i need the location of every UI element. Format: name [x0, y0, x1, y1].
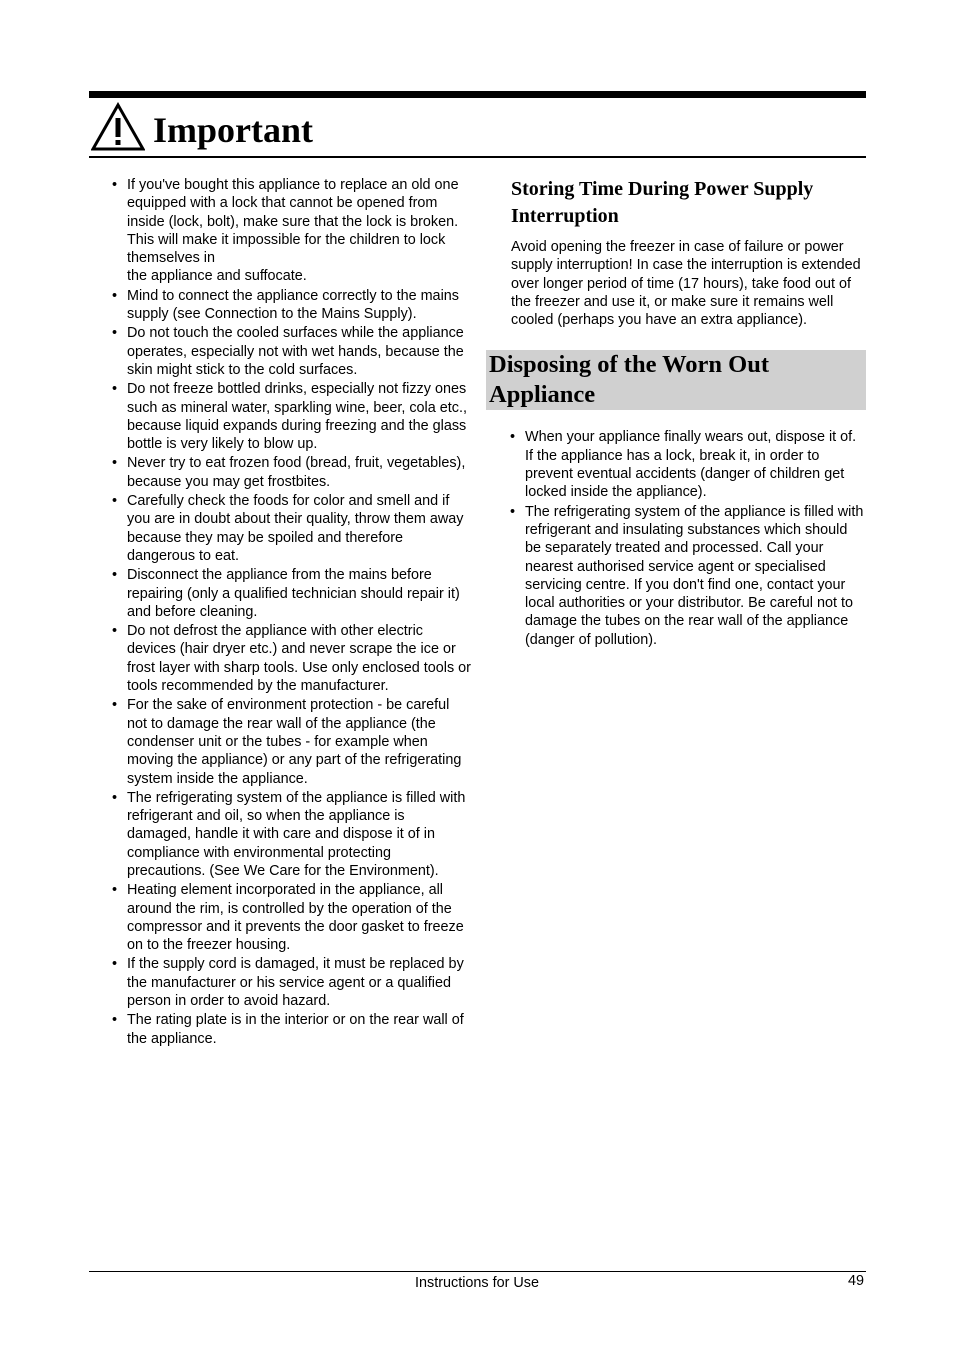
- list-item-text: When your appliance finally wears out, dispose it of. If the appliance has a lock, break it, in order to prevent eventual accidents (danger of children get locked inside the appliance).: [525, 429, 857, 501]
- list-item-text: For the sake of environment protection - be careful not to damage the rear wall of the appliance (the condenser unit or the tubes - for example when moving the appliance) or any part of the refrigerating system inside the appliance.: [127, 697, 462, 787]
- list-item-text: The refrigerating system of the appliance is filled with refrigerant and insulating substances which should be separately treated and processed. Call your nearest authorised service agent or specialised servicing centre. If you don't find one, contact your local authorities or your distributor. Be careful not to damage the tubes on the rear wall of the appliance (danger of pollution).: [525, 503, 864, 648]
- list-item: [112, 1011, 472, 1048]
- list-item: [510, 503, 866, 649]
- left-column: [112, 176, 472, 1049]
- bullet-icon: •: [112, 567, 118, 584]
- list-item-text: Do not freeze bottled drinks, especially not fizzy ones such as mineral water, sparkling wine, beer, cola etc., because liquid expands during freezing and the glass bottle is very likely to blow up.: [127, 381, 467, 453]
- footer-label: Instructions for Use: [415, 1275, 539, 1291]
- list-item-text: If the supply cord is damaged, it must be replaced by the manufacturer or his service agent or a qualified person in order to avoid hazard.: [127, 956, 464, 1010]
- list-item-text: Carefully check the foods for color and smell and if you are in doubt about their quality, throw them away because they may be spoiled and therefore dangerous to eat.: [127, 493, 464, 564]
- bullet-icon: •: [112, 623, 118, 640]
- list-item: [112, 955, 472, 1010]
- storing-heading: Storing Time During Power Supply Interruption: [511, 178, 814, 227]
- bullet-icon: •: [112, 455, 118, 472]
- bullet-icon: •: [112, 697, 118, 714]
- right-column: [486, 176, 866, 650]
- list-item-text: Mind to connect the appliance correctly to the mains supply (see Connection to the Mains Supply).: [127, 287, 459, 323]
- list-item: [112, 176, 472, 286]
- list-item: [112, 622, 472, 695]
- list-item-text: The rating plate is in the interior or on the rear wall of the appliance.: [127, 1012, 464, 1047]
- list-item: [112, 696, 472, 787]
- page-title: Important: [153, 110, 313, 150]
- bullet-icon: •: [112, 287, 118, 304]
- warning-triangle-icon: [91, 102, 145, 152]
- page-number: 49: [847, 1273, 864, 1289]
- top-rule: [89, 91, 866, 98]
- list-item: [112, 789, 472, 880]
- list-item: [112, 881, 472, 954]
- list-item-text: the appliance and suffocate.: [127, 268, 307, 285]
- list-item-text: The refrigerating system of the appliance is filled with refrigerant and oil, so when the appliance is damaged, handle it with care and dispose it of in compliance with environmental protecting precautions. (See We Care for the Environment).: [127, 789, 466, 879]
- list-item-text: Do not defrost the appliance with other electric devices (hair dryer etc.) and never scrape the ice or frost layer with sharp tools. Use only enclosed tools or tools recommended by the manufacturer.: [127, 623, 471, 695]
- page-heading: [89, 98, 866, 158]
- list-item: [112, 287, 472, 324]
- bullet-icon: •: [112, 381, 118, 398]
- list-item: [112, 492, 472, 565]
- bullet-icon: •: [112, 882, 118, 899]
- bullet-icon: •: [112, 1012, 118, 1029]
- list-item-text: Do not touch the cooled surfaces while the appliance operates, especially not with wet hands, because the skin might stick to the cold surfaces.: [127, 325, 464, 378]
- list-item: [510, 428, 866, 501]
- disposing-list: [510, 428, 866, 649]
- list-item: [112, 566, 472, 621]
- bullet-icon: •: [112, 493, 118, 510]
- safety-list: [112, 176, 472, 1048]
- list-item-text: Disconnect the appliance from the mains before repairing (only a qualified technician should repair it) and before cleaning.: [127, 567, 460, 620]
- list-item-text: Heating element incorporated in the appliance, all around the rim, is controlled by the operation of the compressor and it prevents the door gasket to freeze on to the freezer housing.: [127, 882, 464, 954]
- list-item-text: Never try to eat frozen food (bread, fruit, vegetables), because you may get frostbites.: [127, 455, 466, 490]
- list-item-text: If you've bought this appliance to replace an old one equipped with a lock that cannot be opened from inside (lock, bolt), make sure that the lock is broken. This will make it impossible for the children to lock themselves in: [127, 177, 459, 267]
- storing-paragraph: Avoid opening the freezer in case of failure or power supply interruption! In case the interruption is extended over longer period of time (17 hours), take food out of the freezer and use it, or make sure it remains well cooled (perhaps you have an extra appliance).: [511, 239, 861, 329]
- footer-rule: [89, 1271, 866, 1272]
- bullet-icon: •: [510, 429, 516, 446]
- disposing-heading: Disposing of the Worn Out Appliance: [486, 350, 866, 410]
- list-item: [112, 454, 472, 491]
- bullet-icon: •: [112, 956, 118, 973]
- bullet-icon: •: [112, 177, 118, 193]
- list-item: [112, 380, 472, 453]
- bullet-icon: •: [510, 503, 516, 520]
- bullet-icon: •: [112, 789, 118, 806]
- list-item: [112, 324, 472, 379]
- bullet-icon: •: [112, 325, 118, 342]
